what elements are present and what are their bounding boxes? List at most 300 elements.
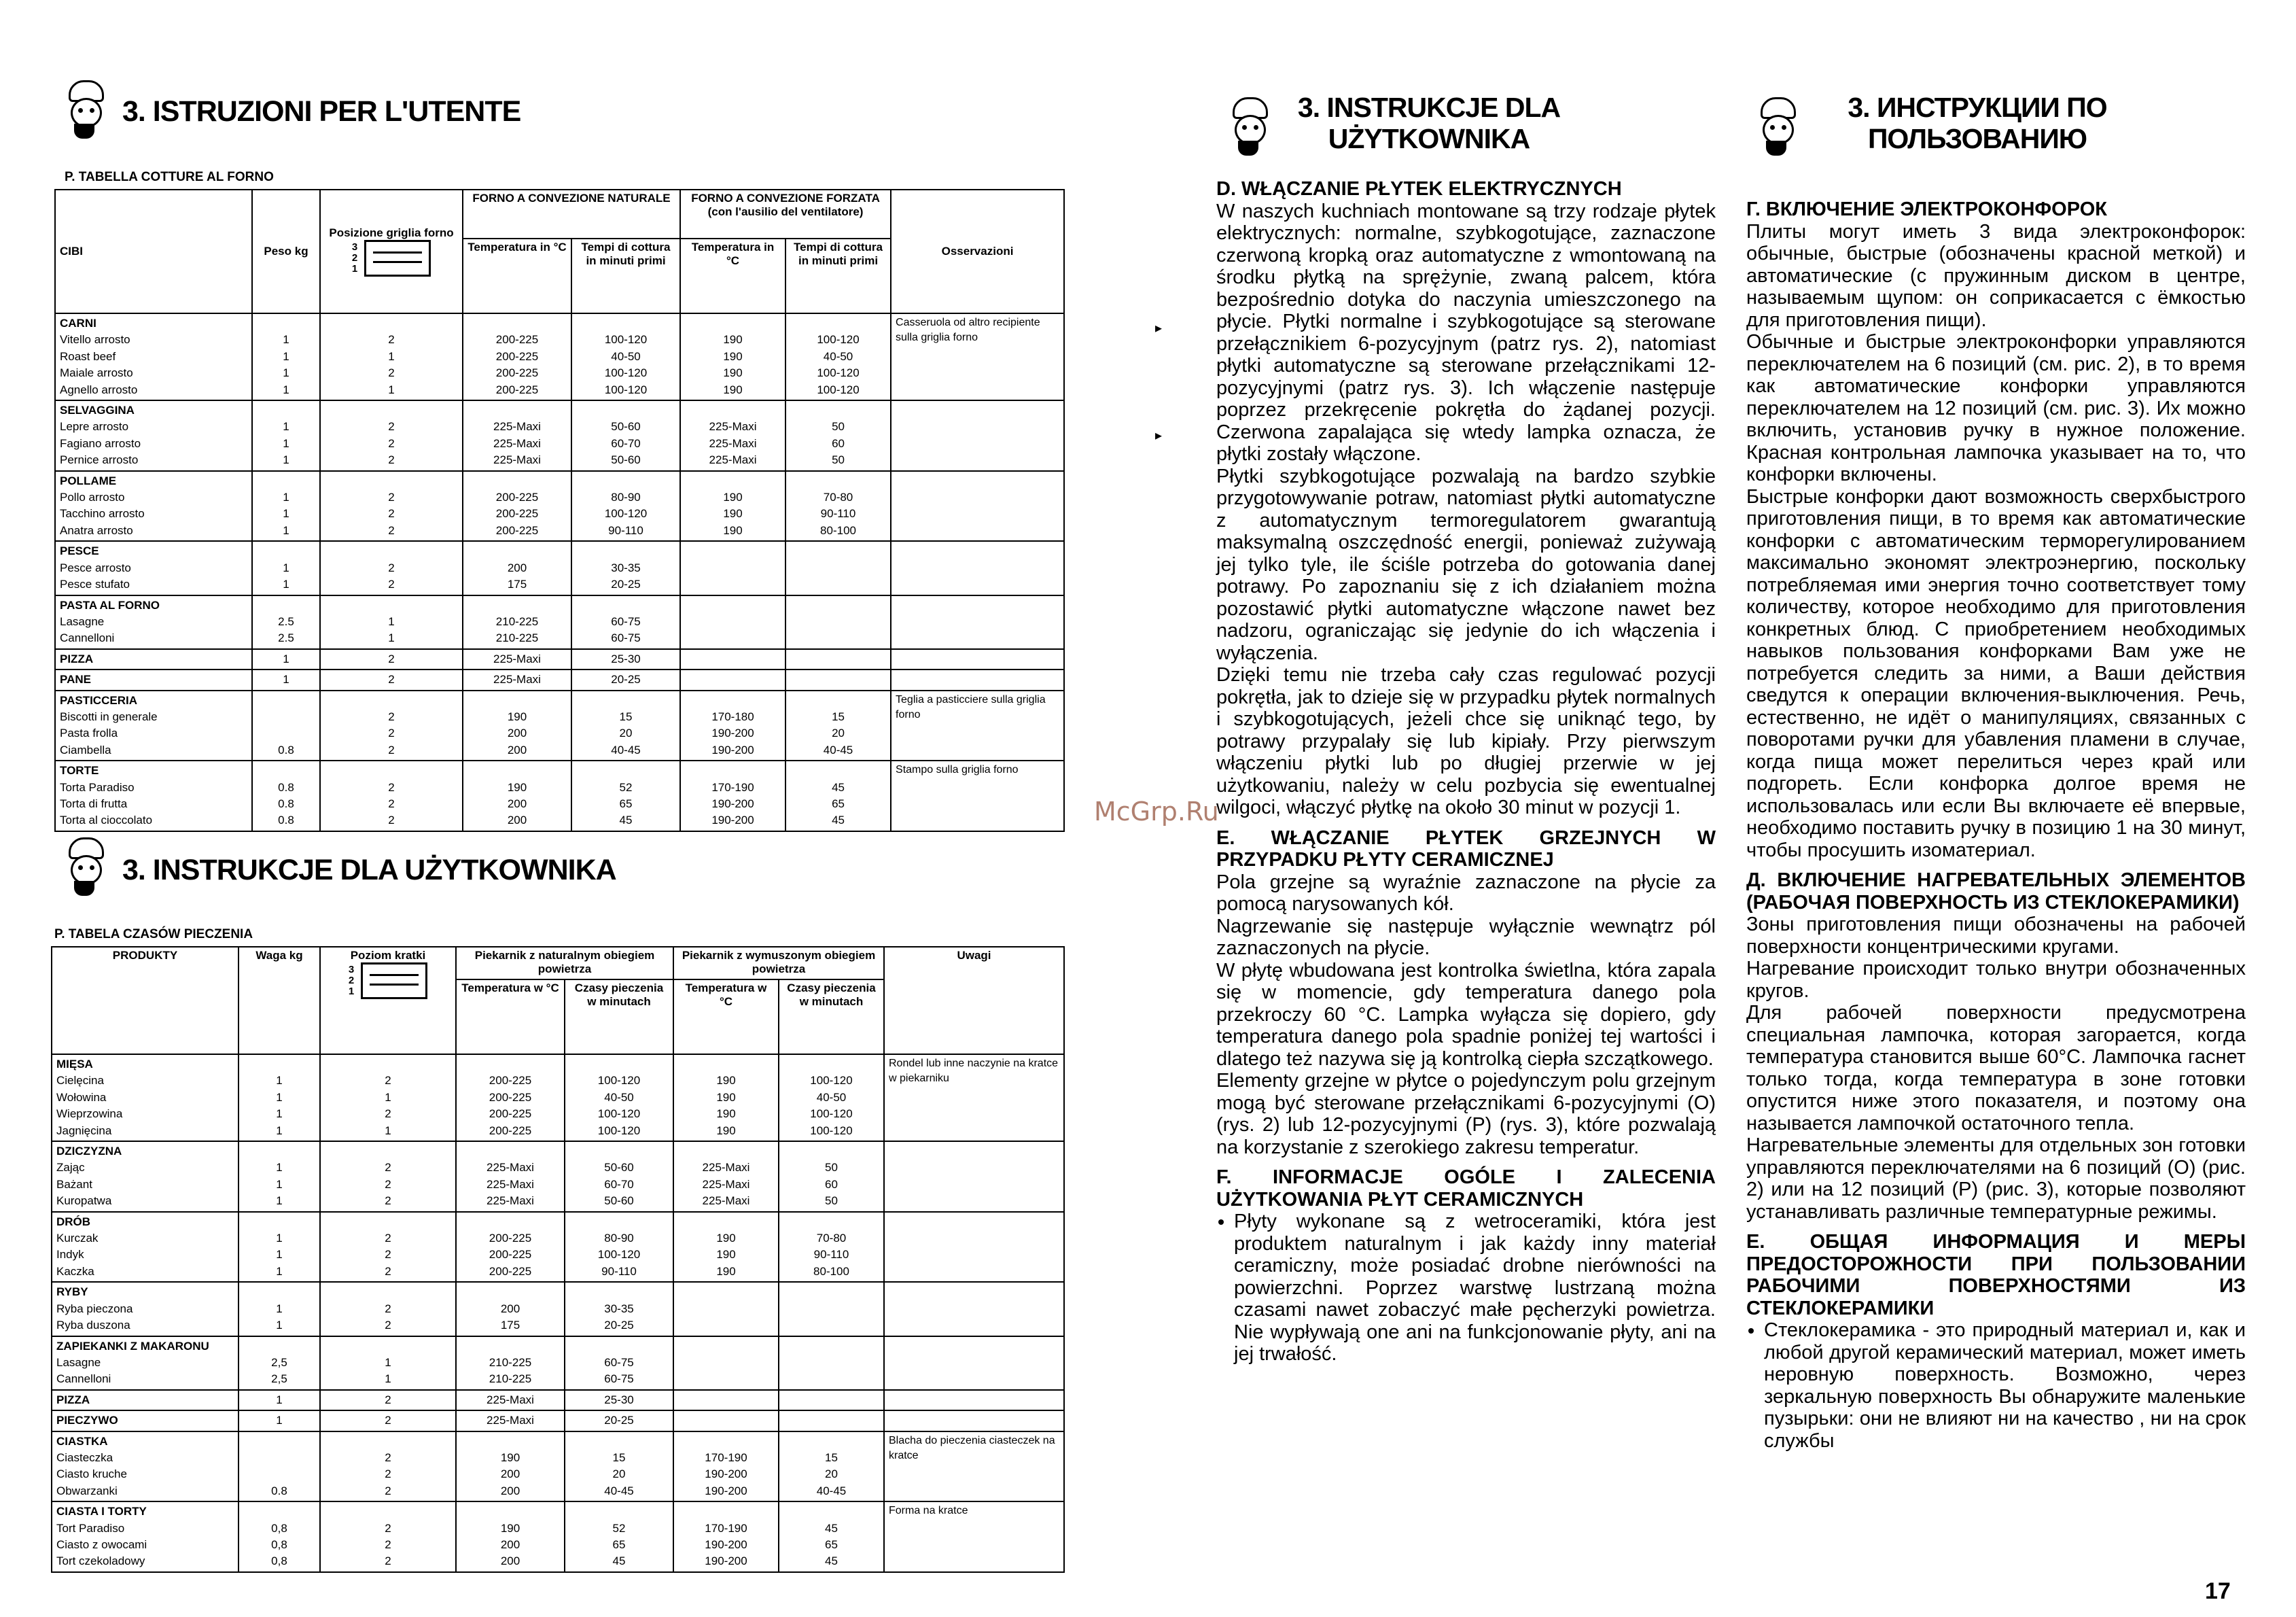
col-food: PRODUKTY: [52, 947, 239, 1054]
value-cell: [565, 1501, 673, 1572]
cell-value: 100-120: [810, 1124, 853, 1137]
value-cell: [463, 670, 571, 690]
cell-value: 1: [283, 349, 289, 363]
bullet-list: [1746, 1319, 2246, 1452]
note-cell: [891, 670, 1064, 690]
cell-value: [790, 651, 886, 667]
table-group-row: [55, 595, 1064, 649]
cell-value: 100-120: [604, 383, 648, 396]
cell-value: 1: [283, 673, 289, 686]
value-cell: [565, 1336, 673, 1390]
section-title: Г. ВКЛЮЧЕНИЕ ЭЛЕКТРОКОНФОРОК: [1746, 198, 2107, 220]
cell-value: 60: [832, 436, 845, 450]
value-cell: [565, 1282, 673, 1336]
value-cell: [680, 761, 785, 831]
value-cell: [320, 1501, 456, 1572]
cell-value: 15: [825, 1450, 838, 1464]
cell-value: 170-180: [711, 710, 754, 723]
value-cell: [680, 649, 785, 670]
cell-value: 225-Maxi: [709, 420, 757, 434]
cell-value: 50-60: [611, 420, 641, 434]
dish-name: Tort Paradiso: [56, 1521, 125, 1535]
cell-value: 2: [388, 743, 395, 757]
cell-value: 200: [500, 1554, 520, 1568]
value-cell: [680, 691, 785, 761]
cell-value: [243, 1450, 315, 1466]
cell-value: 190: [723, 383, 743, 396]
section-title: F. INFORMACJE OGÓLE I ZALECENIA UŻYTKOWANIA PŁYT CERAMICZNYCH: [1216, 1166, 1716, 1211]
cell-value: 20: [612, 1467, 626, 1481]
cell-value: 190: [507, 710, 527, 723]
dish-name: Ciambella: [60, 743, 111, 757]
table-group-row: [55, 541, 1064, 595]
cell-value: 100-120: [604, 333, 648, 347]
cell-value: [685, 651, 781, 667]
section-title: D. WŁĄCZANIE PŁYTEK ELEKTRYCZNYCH: [1216, 178, 1622, 200]
food-cell: [55, 649, 252, 670]
paragraph: Nagrzewanie się następuje wyłącznie wewnątrz pól zaznaczonych na płycie.: [1216, 915, 1716, 959]
paragraph: Pola grzejne są wyraźnie zaznaczone na płycie za pomocą narysowanych kół.: [1216, 871, 1716, 915]
cell-value: 2: [388, 797, 395, 810]
table-group-row: [52, 1431, 1064, 1502]
cell-value: 45: [825, 1554, 838, 1568]
value-cell: [320, 541, 463, 595]
cell-value: [783, 1392, 879, 1408]
food-cell: [52, 1390, 239, 1410]
cell-value: 225-Maxi: [709, 453, 757, 467]
cell-value: 210-225: [489, 1355, 532, 1369]
value-cell: [456, 1336, 565, 1390]
col-temp-fan: Temperatura w °C: [673, 979, 779, 1054]
cell-value: [678, 1392, 774, 1408]
cell-value: [790, 630, 886, 646]
value-cell: [785, 400, 891, 471]
cell-value: 100-120: [817, 366, 860, 380]
cell-value: [783, 1412, 879, 1429]
cell-value: 2.5: [278, 631, 294, 645]
table-title-italian: P. TABELLA COTTURE AL FORNO: [65, 170, 274, 184]
value-cell: [320, 670, 463, 690]
col-group-fan: FORNO A CONVEZIONE FORZATA (con l'ausilio del ventilatore): [680, 190, 891, 239]
col-weight: Waga kg: [239, 947, 320, 1054]
cell-value: 100-120: [604, 366, 648, 380]
note-cell: Blacha do pieczenia ciasteczek na kratce: [884, 1431, 1064, 1502]
cell-value: 65: [619, 797, 633, 810]
cell-value: 2: [388, 420, 395, 434]
group-name: PANE: [60, 673, 91, 686]
table-group-row: [55, 649, 1064, 670]
cell-value: 2: [388, 561, 395, 574]
table-group-row: [52, 1390, 1064, 1410]
table-group-row: [52, 1282, 1064, 1336]
heading-italian: 3. ISTRUZIONI PER L'UTENTE: [122, 95, 521, 128]
cell-value: 1: [276, 1124, 283, 1137]
col-shelf-label: Posizione griglia forno: [329, 226, 454, 239]
value-cell: [320, 1336, 456, 1390]
col-group-conventional: Piekarnik z naturalnym obiegiem powietrza: [456, 947, 673, 979]
table-group-row: [55, 691, 1064, 761]
cell-value: 200: [500, 1302, 520, 1315]
cell-value: 200-225: [489, 1232, 532, 1245]
value-cell: [252, 595, 320, 649]
cell-value: 2: [385, 1074, 391, 1088]
value-cell: [680, 400, 785, 471]
value-cell: [239, 1336, 320, 1390]
value-cell: [785, 471, 891, 542]
watermark: McGrp.Ru: [1094, 797, 1219, 827]
cell-value: 90-110: [601, 1264, 637, 1278]
cell-value: 65: [832, 797, 845, 810]
cell-value: 200-225: [495, 383, 539, 396]
col-time-conv: Tempi di cottura in minuti primi: [571, 239, 680, 313]
cell-value: [243, 1466, 315, 1482]
dish-name: Ciasto kruche: [56, 1467, 127, 1481]
cell-value: 15: [612, 1450, 626, 1464]
cell-value: 2: [385, 1467, 391, 1481]
value-cell: [252, 670, 320, 690]
value-cell: [456, 1410, 565, 1431]
cell-value: 200-225: [495, 349, 539, 363]
value-cell: [320, 595, 463, 649]
value-cell: [779, 1431, 884, 1502]
food-cell: [52, 1054, 239, 1141]
cell-value: 100-120: [817, 383, 860, 396]
value-cell: [565, 1054, 673, 1141]
dish-name: Lasagne: [56, 1355, 101, 1369]
cell-value: 1: [276, 1302, 283, 1315]
table-group-row: [52, 1212, 1064, 1283]
value-cell: [680, 595, 785, 649]
russian-instructions: [1746, 198, 2246, 1452]
cell-value: 80-90: [604, 1232, 634, 1245]
section-title: Е. ОБЩАЯ ИНФОРМАЦИЯ И МЕРЫ ПРЕДОСТОРОЖНОСТИ ПРИ ПОЛЬЗОВАНИИ РАБОЧИМИ ПОВЕРХНОСТЯМИ ИЗ СТЕКЛОКЕРАМИКИ: [1746, 1231, 2246, 1319]
cell-value: 2: [385, 1393, 391, 1406]
food-cell: [55, 541, 252, 595]
cell-value: 190: [500, 1521, 520, 1535]
cell-value: [790, 672, 886, 688]
cell-value: 190: [723, 333, 743, 347]
cell-value: [678, 1371, 774, 1387]
food-cell: [55, 471, 252, 542]
value-cell: [779, 1054, 884, 1141]
cell-value: 200-225: [489, 1107, 532, 1121]
cell-value: 100-120: [604, 507, 648, 521]
cell-value: 30-35: [604, 1302, 634, 1315]
cell-value: 2: [385, 1319, 391, 1332]
food-cell: [52, 1336, 239, 1390]
value-cell: [320, 1390, 456, 1410]
cell-value: 70-80: [816, 1232, 847, 1245]
cell-value: 190: [716, 1090, 736, 1104]
bullet-item: • Стеклокерамика - это природный материал и, как и любой другой керамический материал, может иметь неровную поверхность. Возможно, через зеркальную поверхность Вы обнаружите маленькие пузырьки: они не влияют ни на качество , ни на срок службы: [1764, 1319, 2246, 1452]
cell-value: 65: [825, 1537, 838, 1551]
cell-value: [678, 1301, 774, 1317]
value-cell: [239, 1054, 320, 1141]
dish-name: Torta di frutta: [60, 797, 128, 810]
cell-value: 60-75: [611, 631, 641, 645]
food-cell: [52, 1431, 239, 1502]
value-cell: [571, 471, 680, 542]
cell-value: 60-75: [604, 1372, 634, 1386]
value-cell: [239, 1212, 320, 1283]
table-group-row: [52, 1141, 1064, 1212]
cell-value: 1: [283, 420, 289, 434]
baking-table-polish: [51, 946, 1065, 1573]
dish-name: Agnello arrosto: [60, 383, 138, 396]
value-cell: [571, 595, 680, 649]
dish-name: Vitello arrosto: [60, 333, 130, 347]
note-cell: [884, 1410, 1064, 1431]
cell-value: 50-60: [604, 1161, 634, 1175]
value-cell: [463, 691, 571, 761]
group-name: POLLAME: [60, 474, 117, 487]
value-cell: [320, 471, 463, 542]
group-name: PIZZA: [56, 1393, 90, 1406]
cell-value: 2: [385, 1484, 391, 1497]
col-temp-conv: Temperatura w °C: [456, 979, 565, 1054]
group-name: RYBY: [56, 1285, 88, 1299]
page-number: 17: [2205, 1578, 2231, 1604]
table-group-row: [52, 1501, 1064, 1572]
cell-value: 2: [388, 578, 395, 591]
cell-value: 200-225: [495, 507, 539, 521]
cell-value: 1: [283, 523, 289, 537]
cell-value: 20: [619, 727, 633, 740]
note-cell: Stampo sulla griglia forno: [891, 761, 1064, 831]
cell-value: 1: [388, 349, 395, 363]
cell-value: 1: [276, 1107, 283, 1121]
table-title-polish: P. TABELA CZASÓW PIECZENIA: [54, 927, 253, 941]
value-cell: [680, 471, 785, 542]
value-cell: [463, 313, 571, 400]
food-cell: [55, 313, 252, 400]
cell-value: 0,8: [271, 1537, 287, 1551]
food-cell: [55, 761, 252, 831]
cell-value: 2: [388, 780, 395, 794]
cell-value: 200: [507, 797, 527, 810]
group-name: CIASTA I TORTY: [56, 1505, 147, 1518]
group-name: PESCE: [60, 544, 99, 558]
table-group-row: [55, 670, 1064, 690]
paragraph: W płytę wbudowana jest kontrolka świetlna, która zapala się w momencie, gdy temperatura danego pola przekroczy 60 °C. Lampka wyłącza się dopiero, gdy temperatura danego pola spadnie poniżej tej wartości i dlatego też nazywa się ją kontrolką ciepła szczątkowego.: [1216, 959, 1716, 1070]
cell-value: 200-225: [495, 366, 539, 380]
value-cell: [673, 1336, 779, 1390]
cell-value: 0.8: [271, 1484, 287, 1497]
cell-value: [685, 576, 781, 593]
value-cell: [463, 400, 571, 471]
cell-value: 60: [825, 1177, 838, 1191]
col-shelf: [320, 190, 463, 313]
value-cell: [673, 1501, 779, 1572]
cell-value: 52: [619, 780, 633, 794]
cell-value: 190: [507, 780, 527, 794]
paragraph: Нагревание происходит только внутри обозначенных кругов.: [1746, 958, 2246, 1002]
chef-logo-icon: [65, 80, 104, 140]
chef-logo-icon: [1756, 97, 1796, 157]
cell-value: 225-Maxi: [493, 652, 541, 665]
dish-name: Wieprzowina: [56, 1107, 123, 1121]
paragraph: Для рабочей поверхности предусмотрена специальная лампочка, которая загорается, когда температура становится выше 60°С. Лампочка гаснет только тогда, когда температура в зоне готовки опустится ниже этого показателя, и поэтому она называется лампочкой остаточного тепла.: [1746, 1002, 2246, 1134]
col-notes: Osservazioni: [891, 190, 1064, 313]
cell-value: [685, 614, 781, 630]
group-name: PIZZA: [60, 652, 94, 665]
cell-value: [783, 1301, 879, 1317]
cell-value: 80-100: [820, 523, 856, 537]
note-cell: Casseruola od altro recipiente sulla griglia forno: [891, 313, 1064, 400]
cell-value: 200: [500, 1484, 520, 1497]
cell-value: 52: [612, 1521, 626, 1535]
cell-value: 200-225: [489, 1264, 532, 1278]
cell-value: [790, 576, 886, 593]
cell-value: [685, 672, 781, 688]
dish-name: Jagnięcina: [56, 1124, 112, 1137]
value-cell: [463, 649, 571, 670]
note-cell: [891, 471, 1064, 542]
oven-shelf-icon: [361, 962, 427, 999]
dish-name: Pesce stufato: [60, 578, 130, 591]
group-name: CIASTKA: [56, 1434, 108, 1448]
cell-value: 100-120: [597, 1124, 641, 1137]
cell-value: [790, 560, 886, 576]
cell-value: 200: [507, 561, 527, 574]
cell-value: 1: [276, 1074, 283, 1088]
value-cell: [565, 1212, 673, 1283]
dish-name: Indyk: [56, 1248, 84, 1262]
dish-name: Pernice arrosto: [60, 453, 139, 467]
value-cell: [456, 1390, 565, 1410]
col-time-fan: Tempi di cottura in minuti primi: [785, 239, 891, 313]
value-cell: [779, 1336, 884, 1390]
cell-value: 225-Maxi: [487, 1393, 534, 1406]
dish-name: Zając: [56, 1161, 85, 1175]
cell-value: 225-Maxi: [487, 1177, 534, 1191]
note-cell: [884, 1282, 1064, 1336]
value-cell: [252, 649, 320, 670]
cell-value: 2: [385, 1264, 391, 1278]
cell-value: 45: [825, 1521, 838, 1535]
paragraph: Обычные и быстрые электроконфорки управляются переключателем на 6 позиций (см. рис. 2), в то время как автоматические конфорки управляются переключателем на 12 позиций (см. рис. 3). Их можно включить, установив ручку в нужное положение. Красная контрольная лампочка указывает на то, что конфорки включены.: [1746, 331, 2246, 485]
chef-logo-icon: [65, 837, 104, 897]
cell-value: 15: [832, 710, 845, 723]
cell-value: 40-50: [823, 349, 853, 363]
cell-value: 200-225: [489, 1090, 532, 1104]
group-name: ZAPIEKANKI Z MAKARONU: [56, 1339, 209, 1353]
cell-value: 20-25: [604, 1319, 634, 1332]
group-name: PASTICCERIA: [60, 693, 137, 707]
cell-value: 60-70: [604, 1177, 634, 1191]
dish-name: Kuropatwa: [56, 1194, 112, 1208]
cell-value: 190-200: [705, 1554, 747, 1568]
paragraph: Płytki szybkogotujące pozwalają na bardzo szybkie przygotowywanie potraw, natomiast płytki automatyczne z automatycznym termoregulatorem gwarantują maksymalną oszczędność energii, ponieważ zużywają jej tylko tyle, ile ściśle potrzeba do gotowania danej potrawy. Po zapoznaniu się z ich działaniem można pozostawić płytki automatyczne włączone nawet bez nadzoru, ograniczając się jedynie do ich włączenia i wyłączenia.: [1216, 465, 1716, 664]
cell-value: 2: [385, 1232, 391, 1245]
group-name: PASTA AL FORNO: [60, 598, 160, 612]
cell-value: 225-Maxi: [702, 1161, 750, 1175]
cell-value: 190: [716, 1248, 736, 1262]
value-cell: [320, 649, 463, 670]
cell-value: 2: [388, 710, 395, 723]
cell-value: 20-25: [611, 578, 641, 591]
food-cell: [52, 1212, 239, 1283]
cell-value: 225-Maxi: [493, 673, 541, 686]
cell-value: [678, 1317, 774, 1334]
value-cell: [320, 1431, 456, 1502]
cell-value: 2: [385, 1248, 391, 1262]
cell-value: [685, 560, 781, 576]
cell-value: 50: [825, 1161, 838, 1175]
cell-value: 175: [507, 578, 527, 591]
cell-value: 2: [385, 1194, 391, 1208]
value-cell: [571, 670, 680, 690]
cell-value: 20: [825, 1467, 838, 1481]
value-cell: [456, 1282, 565, 1336]
bullet-item: • Płyty wykonane są z wetroceramiki, która jest produktem naturalnym i jak każdy inny materiał ceramiczny, może posiadać drobne nierówności na powierzchni. Poprzez warstwę lustrzaną można czasami nawet zobaczyć małe pęcherzyki powietrza. Nie wypływają one ani na funkcjonowanie płyty, ani na jej trwałość.: [1234, 1211, 1716, 1366]
cell-value: 1: [283, 366, 289, 380]
paragraph: W naszych kuchniach montowane są trzy rodzaje płytek elektrycznych: normalne, szybkogotujące, zaznaczone czerwoną kropką oraz automatyczne z wmontowaną na środku płytką na sprężynie, zwaną palcem, która bezpośrednio dotyka do naczynia umieszczonego na płycie. Płytki normalne i szybkogotujące są sterowane przełącznikiem 6-pozycyjnym (patrz rys. 2), natomiast płytki automatyczne są sterowane przełącznikami 12-pozycyjnymi (patrz rys. 3). Ich włączenie następuje poprzez przekręcenie pokrętła do żądanej pozycji. Czerwona zapalająca się wtedy lampka oznacza, że płytki zostały włączone.: [1216, 200, 1716, 465]
cell-value: 2,5: [271, 1355, 287, 1369]
cell-value: 100-120: [810, 1074, 853, 1088]
value-cell: [680, 670, 785, 690]
dish-name: Tacchino arrosto: [60, 507, 145, 521]
value-cell: [252, 400, 320, 471]
food-cell: [52, 1410, 239, 1431]
cell-value: 70-80: [823, 491, 853, 504]
section-title: Д. ВКЛЮЧЕНИЕ НАГРЕВАТЕЛЬНЫХ ЭЛЕМЕНТОВ (РАБОЧАЯ ПОВЕРХНОСТЬ ИЗ СТЕКЛОКЕРАМИКИ): [1746, 869, 2246, 914]
cell-value: 1: [385, 1372, 391, 1386]
dish-name: Obwarzanki: [56, 1484, 118, 1497]
cell-value: [678, 1355, 774, 1371]
food-cell: [55, 595, 252, 649]
value-cell: [456, 1141, 565, 1212]
dish-name: Pollo arrosto: [60, 491, 125, 504]
table-group-row: [55, 400, 1064, 471]
value-cell: [239, 1501, 320, 1572]
cell-value: 225-Maxi: [487, 1194, 534, 1208]
cell-value: 2: [385, 1161, 391, 1175]
group-name: TORTE: [60, 764, 99, 778]
value-cell: [779, 1410, 884, 1431]
cell-value: 100-120: [597, 1248, 641, 1262]
value-cell: [463, 595, 571, 649]
cell-value: 190-200: [711, 743, 754, 757]
cell-value: 1: [388, 383, 395, 396]
cell-value: 90-110: [820, 507, 856, 521]
cell-value: 2: [385, 1414, 391, 1427]
cell-value: 100-120: [597, 1107, 641, 1121]
cell-value: 2: [385, 1107, 391, 1121]
cell-value: 190-200: [711, 797, 754, 810]
value-cell: [239, 1282, 320, 1336]
cell-value: 225-Maxi: [702, 1177, 750, 1191]
dish-name: Torta al cioccolato: [60, 814, 153, 827]
cell-value: 50-60: [604, 1194, 634, 1208]
value-cell: [779, 1141, 884, 1212]
food-cell: [55, 670, 252, 690]
value-cell: [565, 1141, 673, 1212]
cell-value: 100-120: [597, 1074, 641, 1088]
cell-value: [783, 1355, 879, 1371]
value-cell: [680, 541, 785, 595]
cell-value: 25-30: [604, 1393, 634, 1406]
value-cell: [785, 541, 891, 595]
cell-value: 20-25: [604, 1414, 634, 1427]
cell-value: 2: [388, 366, 395, 380]
cell-value: 190-200: [705, 1467, 747, 1481]
cell-value: 190-200: [711, 727, 754, 740]
cell-value: 225-Maxi: [487, 1161, 534, 1175]
cell-value: 40-45: [611, 743, 641, 757]
table-group-row: [55, 471, 1064, 542]
margin-mark: ▸: [1155, 428, 1163, 443]
